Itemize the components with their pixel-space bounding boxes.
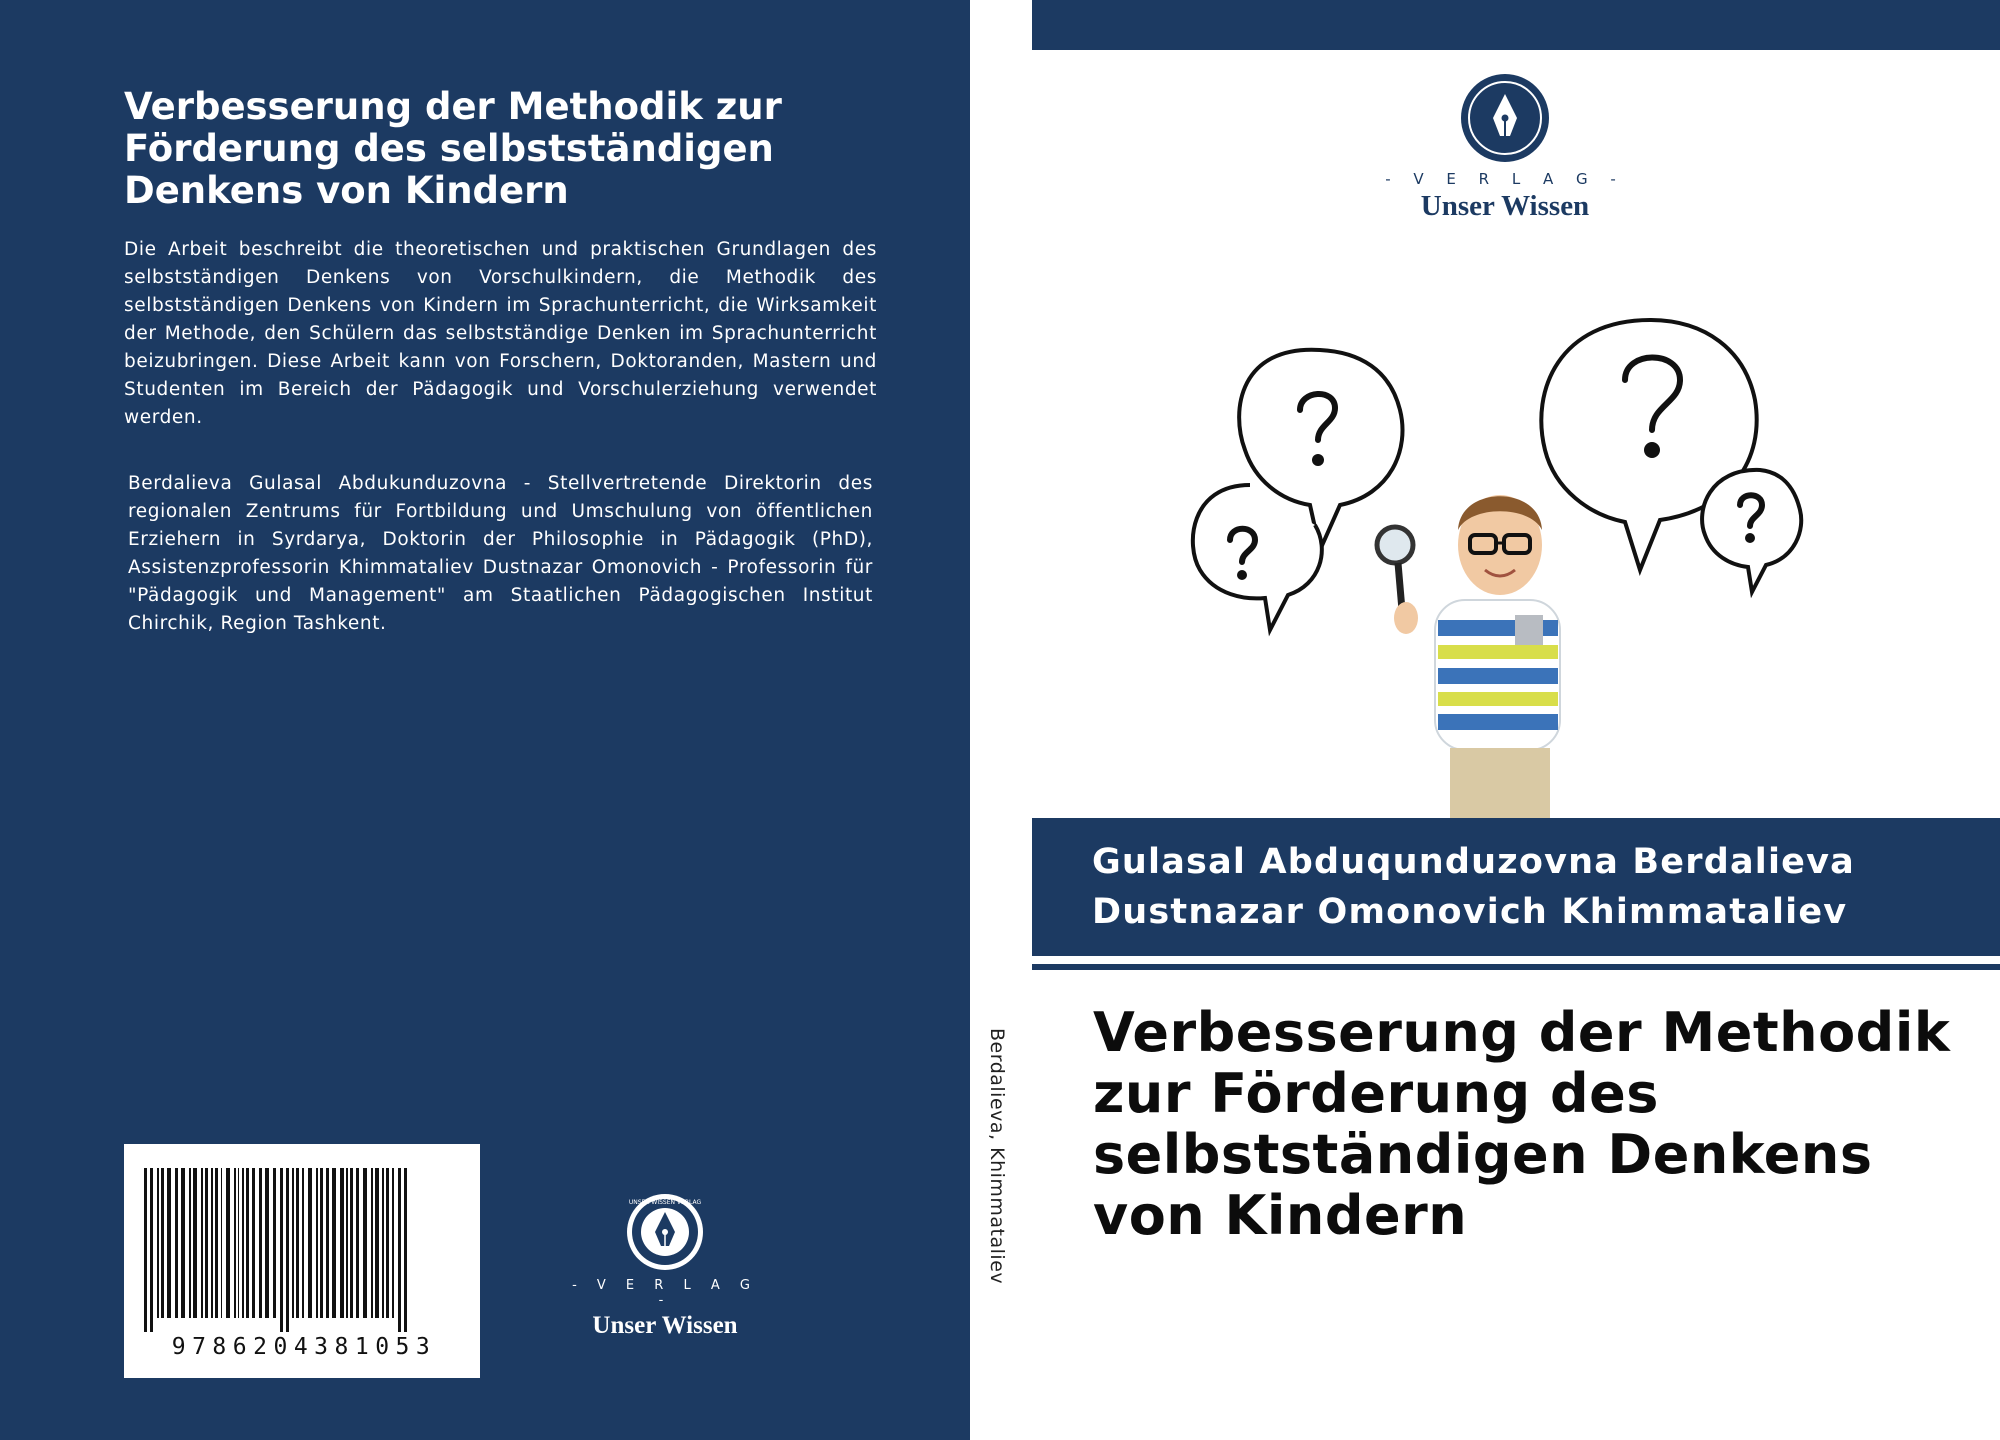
barcode-bar [234, 1168, 236, 1318]
barcode-bar [392, 1168, 394, 1318]
back-publisher-logo [570, 1192, 760, 1340]
barcode-bar [286, 1168, 289, 1332]
back-cover-title: Verbesserung der Methodik zur Förderung des selbstständigen Denkens von Kindern [124, 85, 782, 212]
barcode-bar [382, 1168, 384, 1318]
back-cover-author-bio: Berdalieva Gulasal Abdukunduzovna - Stellvertretende Direktorin des regionalen Zentrums für Fortbildung und Umschulung von öffentlichen Erziehern in Syrdarya, Doktorin der Philosophie in Pädagogik (PhD), Assistenzprofessorin Khimmataliev Dustnazar Omonovich - Professorin für "Pädagogik und Management" am Staatlichen Pädagogischen Institut Chirchik, Region Tashkent. [128, 473, 873, 634]
barcode-bar [350, 1168, 353, 1318]
barcode-bar [404, 1168, 407, 1332]
barcode-bar [252, 1168, 255, 1318]
barcode-bar [308, 1168, 312, 1318]
front-cover-title: Verbesserung der Methodik zur Förderung des selbstständigen Denkens von Kindern [1093, 1001, 1951, 1247]
back-cover [0, 0, 970, 1440]
back-publisher-name: Unser Wissen [592, 1312, 738, 1339]
front-top-band [1032, 0, 2000, 50]
front-author-1: Gulasal Abduqunduzovna Berdalieva [1092, 842, 1855, 882]
barcode-bar [189, 1168, 191, 1318]
barcode-bar [150, 1168, 153, 1332]
isbn-barcode [124, 1144, 480, 1378]
front-publisher-logo [1380, 72, 1630, 223]
barcode-bar [386, 1168, 389, 1318]
barcode-bar [259, 1168, 262, 1318]
barcode-bar [238, 1168, 239, 1318]
back-publisher-verlag: - V E R L A G - [572, 1278, 758, 1308]
barcode-bar [161, 1168, 164, 1318]
barcode-bar [246, 1168, 249, 1318]
front-divider-line [1032, 964, 2000, 970]
barcode-bar [375, 1168, 379, 1318]
barcode-bar [167, 1168, 171, 1318]
barcode-bar [296, 1168, 299, 1318]
barcode-bar [398, 1168, 401, 1332]
barcode-bar [221, 1168, 222, 1318]
barcode-bar [175, 1168, 178, 1318]
barcode-bar [363, 1168, 367, 1318]
barcode-bar [211, 1168, 213, 1318]
barcode-bar [356, 1168, 359, 1318]
barcode-bar [265, 1168, 269, 1318]
barcode-bar [205, 1168, 208, 1318]
barcode-bar [340, 1168, 344, 1318]
child-with-magnifier-and-question-bubbles-icon [1170, 300, 1850, 820]
barcode-bars [142, 1168, 462, 1332]
barcode-bar [320, 1168, 323, 1318]
barcode-bar [157, 1168, 159, 1318]
barcode-bar [346, 1168, 348, 1318]
barcode-bar [226, 1168, 230, 1318]
pen-nib-emblem-icon [625, 1192, 705, 1272]
barcode-bar [215, 1168, 218, 1318]
barcode-bar [181, 1168, 185, 1318]
barcode-bar [371, 1168, 373, 1318]
front-author-band [1032, 818, 2000, 956]
isbn-digits: 9786204381053 [171, 1334, 437, 1360]
front-author-2: Dustnazar Omonovich Khimmataliev [1092, 892, 1848, 932]
barcode-bar [201, 1168, 203, 1318]
front-publisher-verlag: - V E R L A G - [1385, 170, 1625, 188]
barcode-bar [316, 1168, 318, 1318]
barcode-bar [242, 1168, 244, 1318]
emblem-ring-text: UNSER WISSEN VERLAG [628, 1199, 702, 1206]
barcode-bar [302, 1168, 304, 1318]
barcode-bar [144, 1168, 147, 1332]
spine-authors: Berdalieva, Khimmataliev [986, 1028, 1008, 1285]
pen-nib-emblem-icon [1459, 72, 1551, 164]
barcode-bar [332, 1168, 336, 1318]
back-cover-description: Die Arbeit beschreibt die theoretischen und praktischen Grundlagen des selbstständigen Denkens von Vorschulkindern, die Methodik des selbstständigen Denkens von Kindern im Sprachunterricht, die Wirksamkeit der Methode, den Schülern das selbstständige Denken im Sprachunterricht beizubringen. Diese Arbeit kann von Forschern, Doktoranden, Mastern und Studenten im Bereich der Pädagogik und Vorschulerziehung verwendet werden. [124, 239, 877, 428]
front-publisher-name: Unser Wissen [1420, 190, 1590, 222]
barcode-bar [280, 1168, 283, 1332]
barcode-bar [292, 1168, 294, 1318]
barcode-bar [193, 1168, 197, 1318]
barcode-bar [326, 1168, 329, 1318]
barcode-bar [273, 1168, 276, 1318]
